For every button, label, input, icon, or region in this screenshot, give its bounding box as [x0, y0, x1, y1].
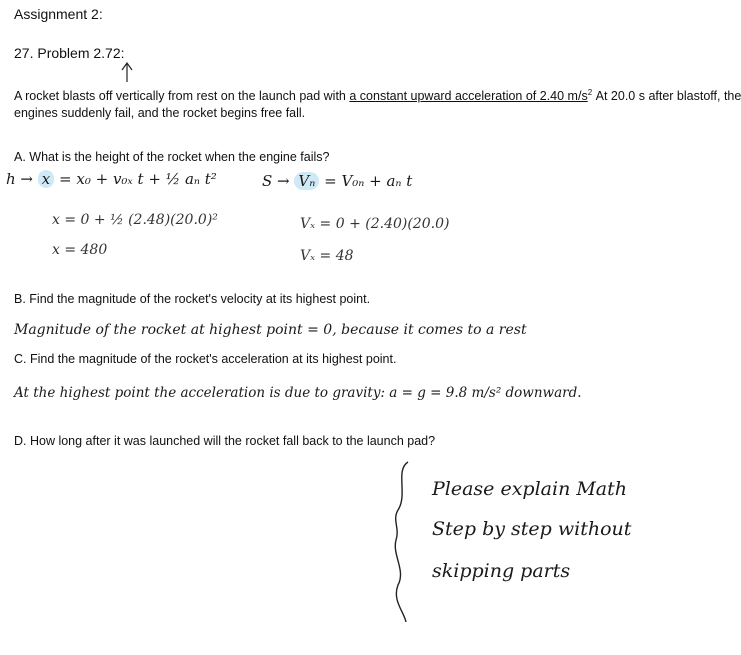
highlight-v: Vₙ — [294, 172, 319, 190]
problem-text-before: A rocket blasts off vertically from rest on the launch pad with — [14, 89, 350, 104]
problem-acceleration-underlined: a constant upward acceleration of 2.40 m/s — [349, 89, 588, 104]
question-b: B. Find the magnitude of the rocket's velocity at its highest point. — [14, 292, 371, 306]
problem-text-line-2: engines suddenly fail, and the rocket begins free fall. — [14, 106, 306, 120]
work-a-x-substitution: x = 0 + ½ (2.48)(20.0)² — [52, 212, 218, 228]
up-arrow-icon — [122, 63, 132, 82]
work-a-equation-position — [6, 170, 217, 188]
question-a: A. What is the height of the rocket when the engine fails? — [14, 150, 330, 164]
equation-prefix-h: h → — [6, 170, 33, 188]
problem-title: 27. Problem 2.72: — [14, 45, 125, 61]
question-c: C. Find the magnitude of the rocket's acceleration at its highest point. — [14, 352, 397, 366]
note-line-1: Please explain Math — [432, 478, 628, 500]
highlight-x: x — [38, 170, 54, 188]
question-d: D. How long after it was launched will the rocket fall back to the launch pad? — [14, 434, 436, 448]
work-a-x-result: x = 480 — [52, 242, 108, 258]
answer-b: Magnitude of the rocket at highest point = 0, because it comes to a rest — [14, 322, 527, 338]
note-line-2: Step by step without — [432, 518, 632, 540]
answer-c: At the highest point the acceleration is due to gravity: a = g = 9.8 m/s² downward. — [14, 385, 582, 401]
note-line-3: skipping parts — [432, 560, 571, 582]
problem-text-line-1: A rocket blasts off vertically from rest on the launch pad with a constant upward acceleration of 2.40 $m/s^2$ At 20.0 s after blastoff, the — [14, 88, 741, 104]
work-a-v-result: Vₓ = 48 — [300, 248, 354, 264]
work-a-equation-velocity — [262, 172, 412, 190]
curly-brace-icon — [395, 462, 408, 622]
equation-velocity-rhs: = V₀ₙ + aₙ t — [324, 172, 413, 190]
equation-prefix-s: S → — [262, 172, 290, 190]
problem-text-after: At 20.0 s after blastoff, the — [595, 89, 741, 104]
assignment-title: Assignment 2: — [14, 6, 103, 22]
work-a-v-substitution: Vₓ = 0 + (2.40)(20.0) — [300, 216, 450, 232]
equation-position-rhs: = x₀ + v₀ₓ t + ½ aₙ t² — [59, 170, 217, 188]
